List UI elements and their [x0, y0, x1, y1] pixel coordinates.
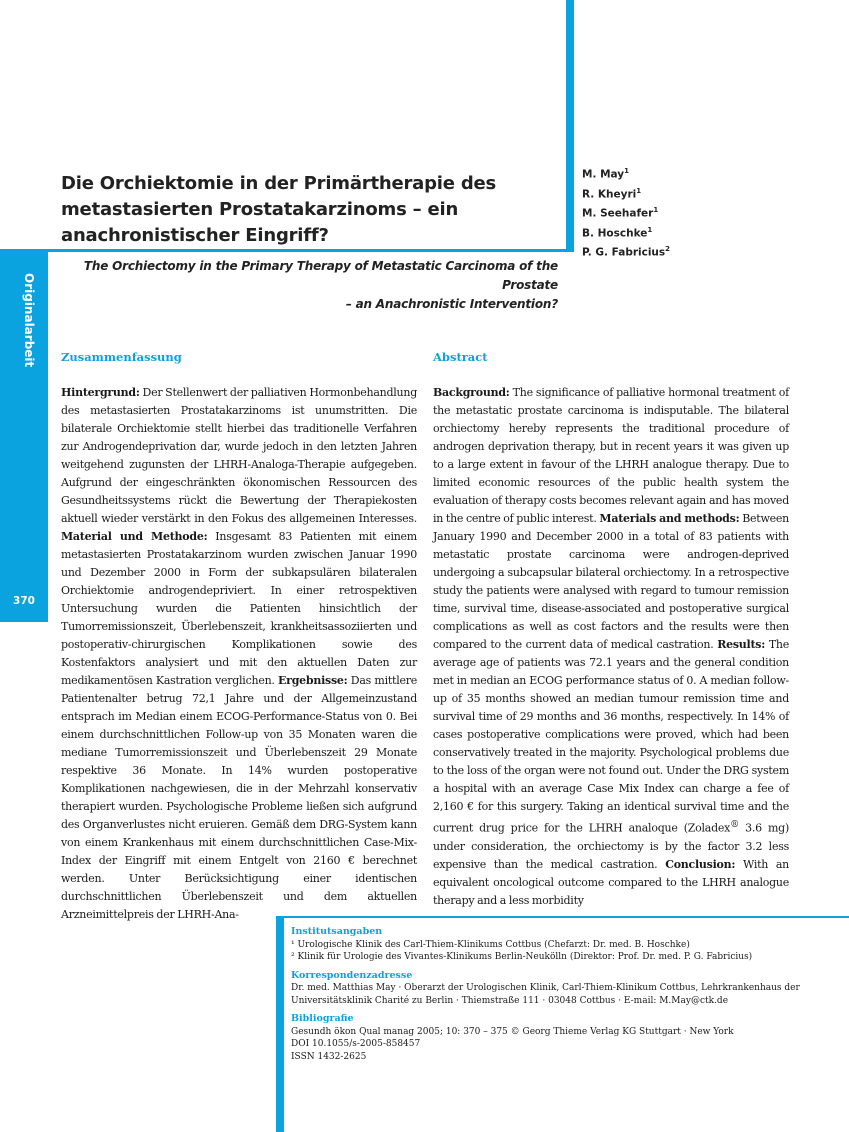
affiliation-line: ² Klinik für Urologie des Vivantes-Klinikums Berlin-Neukölln (Direktor: Prof. Dr. med. P. G. Fabricius)	[291, 952, 753, 962]
article-info-box	[291, 926, 831, 1069]
affiliations-heading: Institutsangaben	[291, 926, 383, 937]
correspondence	[291, 970, 831, 1008]
correspondence-line: Dr. med. Matthias May · Oberarzt der Urologischen Klinik, Carl-Thiem-Klinikum Cottbus, Lehrkrankenhaus der	[291, 983, 800, 993]
bibliography-line: Gesundh ökon Qual manag 2005; 10: 370 – 375 © Georg Thieme Verlag KG Stuttgart · New York	[291, 1026, 734, 1037]
author: M. Seehafer$^1$	[582, 206, 659, 220]
footer-top-rule	[276, 916, 849, 918]
author: P. G. Fabricius$^2$	[582, 245, 671, 259]
summary-heading: Zusammenfassung	[61, 350, 182, 364]
header-vertical-rule	[566, 0, 574, 252]
article-title: Die Orchiektomie in der Primärtherapie des metastasierten Prostatakarzinoms – ein anachronistischer Eingriff?	[61, 173, 497, 246]
correspondence-heading: Korrespondenzadresse	[291, 969, 413, 981]
affiliation-line: ¹ Urologische Klinik des Carl-Thiem-Klinikums Cottbus (Chefarzt: Dr. med. B. Hoschke)	[291, 939, 690, 950]
english-abstract-text: Background: The significance of palliative hormonal treatment of the metastatic prostate carcinoma is indisputable. The bilateral orchiectomy hereby represents the traditional procedure of androgen deprivation therapy, but in recent years it was given up to a large extent in favour of the LHRH analogue therapy. Due to limited economic resources of the public health system the evaluation of therapy costs becomes relevant again and has moved in the centre of public interest. Materials and methods: Between January 1990 and December 2000 in a total of 83 patients with metastatic prostate carcinoma were androgen-deprived undergoing a subcapsular bilateral orchiectomy. In a retrospective study the patients were analysed with regard to tumour remission time, survival time, disease-associated and postoperative surgical complications as well as cost factors and the results were then compared to the current data of medical castration. Results: The average age of patients was 72.1 years and the general condition met in median an ECOG performance status of 0. A median follow-up of 35 months showed an median tumour remission time and survival time of 29 months and 36 months, respectively. In 14% of cases postoperative complications were proved, which had been conservatively treated in the majority. Psychological problems due to the loss of the organ were not found out. Under the DRG system a hospital with an average Case Mix Index can charge a fee of 2,160 € for this surgery. Taking an identical survival time and the current drug price for the LHRH analoque (Zoladex® 3.6 mg) under consideration, the orchiectomy is by the factor 3.2 less expensive than the medical castration. Conclusion: With an equivalent oncological outcome compared to the LHRH analogue therapy and a less morbidity	[433, 386, 789, 907]
page-number: 370	[13, 595, 35, 607]
author: R. Kheyri$^1$	[582, 186, 642, 200]
title-underline-rule	[0, 249, 574, 252]
footer-vertical-rule	[276, 918, 284, 1132]
article-type-label: Originalarbeit	[22, 273, 36, 368]
correspondence-line: Universitätsklinik Charité zu Berlin · Thiemstraße 111 · 03048 Cottbus · E-mail: M.May@ctk.de	[291, 995, 729, 1006]
author: M. May$^1$	[582, 167, 630, 181]
bibliography-line: DOI 10.1055/s-2005-858457	[291, 1039, 421, 1049]
bibliography-line: ISSN 1432-2625	[291, 1051, 367, 1062]
affiliations	[291, 926, 831, 964]
bibliography	[291, 1013, 831, 1063]
german-summary-text: Hintergrund: Der Stellenwert der palliativen Hormonbehandlung des metastasierten Prostatakarzinoms ist unumstritten. Die bilaterale Orchiektomie stellt hierbei das traditionelle Verfahren zur Androgendeprivation dar, wurde jedoch in den letzten Jahren weitgehend zugunsten der LHRH-Analoga-Therapie aufgegeben. Aufgrund der eingeschränkten ökonomischen Ressourcen des Gesundheitssystems rückt die Bewertung der Therapiekosten aktuell wieder verstärkt in den Fokus des allgemeinen Interesses. Material und Methode: Insgesamt 83 Patienten mit einem metastasierten Prostatakarzinom wurden zwischen Januar 1990 und Dezember 2000 in Form der subkapsulären bilateralen Orchiektomie androgendepriviert. In einer retrospektiven Untersuchung wurden die Patienten hinsichtlich der Tumorremissionszeit, Überlebenszeit, krankheitsassoziierten und postoperativ-chirurgischen Komplikationen sowie des Kostenfaktors analysiert und mit den aktuellen Daten zur medikamentösen Kastration verglichen. Ergebnisse: Das mittlere Patientenalter betrug 72,1 Jahre und der Allgemeinzustand entsprach im Median einem ECOG-Performance-Status von 0. Bei einem durchschnittlichen Follow-up von 35 Monaten waren die mediane Tumorremissionszeit und Überlebenszeit 29 Monate respektive 36 Monate. In 14% wurden postoperative Komplikationen nachgewiesen, die in der Mehrzahl konservativ therapiert wurden. Psychologische Probleme ließen sich aufgrund des Organverlustes nicht eruieren. Gemäß dem DRG-System kann von einem Krankenhaus mit einem durchschnittlichen Case-Mix-Index der Eingriff mit einem Entgelt von 2160 € berechnet werden. Unter Berücksichtigung einer identischen durchschnittlichen Überlebenszeit und dem aktuellen Arzneimittelpreis der LHRH-Ana-	[61, 386, 417, 921]
bibliography-heading: Bibliografie	[291, 1013, 354, 1024]
author-list	[582, 163, 670, 261]
author: B. Hoschke$^1$	[582, 225, 653, 239]
abstract-heading: Abstract	[433, 350, 488, 364]
english-subtitle: The Orchiectomy in the Primary Therapy of Metastatic Carcinoma of the Prostate – an Anachronistic Intervention?	[83, 259, 558, 311]
